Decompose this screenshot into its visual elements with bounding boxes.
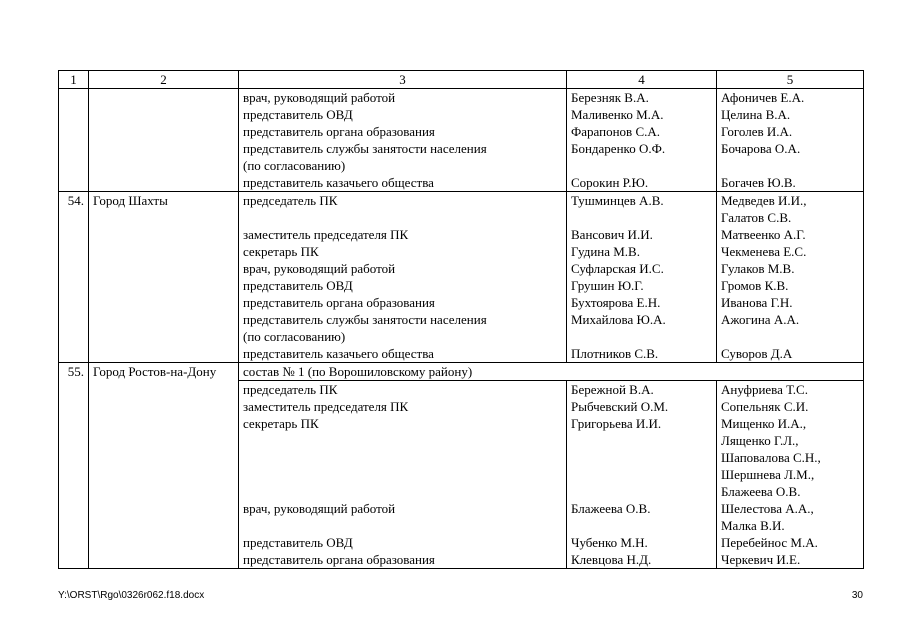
member-list [567, 381, 717, 569]
role-list-line: представитель органа образования [243, 552, 435, 567]
role-list-line: представитель органа образования [243, 124, 435, 139]
header-col-2: 2 [89, 71, 239, 89]
role-list [239, 89, 567, 192]
substitute-list-line: Иванова Г.Н. [721, 295, 793, 310]
role-list-line [243, 483, 562, 500]
city-name: Город Шахты [89, 192, 239, 363]
role-list-line: председатель ПК [243, 382, 338, 397]
substitute-list-line: Лященко Г.Л., [721, 433, 799, 448]
substitute-list-line: Гулаков М.В. [721, 261, 795, 276]
substitute-list-line: Ануфриева Т.С. [721, 382, 808, 397]
page-number: 30 [851, 590, 863, 601]
member-list-line: Сорокин Р.Ю. [571, 175, 649, 190]
member-list-line: Михайлова Ю.А. [571, 312, 666, 327]
substitute-list-line: Шершнева Л.М., [721, 467, 815, 482]
role-list-line: представитель казачьего общества [243, 175, 434, 190]
substitute-list-line: Галатов С.В. [721, 210, 792, 225]
substitute-list-line: Громов К.В. [721, 278, 789, 293]
document-table [58, 70, 864, 569]
city-name-cont [89, 381, 239, 569]
role-list-line: председатель ПК [243, 193, 338, 208]
table-row [59, 381, 864, 569]
table-header-row [59, 71, 864, 89]
member-list [567, 192, 717, 363]
substitute-list-line: Матвеенко А.Г. [721, 227, 806, 242]
header-col-1: 1 [59, 71, 89, 89]
substitute-list-line: Малка В.И. [721, 518, 785, 533]
substitute-list [717, 381, 864, 569]
substitute-list-line: Бочарова О.А. [721, 141, 801, 156]
footer-file-path: Y:\ORST\Rgo\0326r062.f18.docx [58, 590, 205, 601]
substitute-list-line: Перебейнос М.А. [721, 535, 818, 550]
role-list-line: секретарь ПК [243, 244, 319, 259]
substitute-list-line: Сопельняк С.И. [721, 399, 809, 414]
city-name: Город Ростов-на-Дону [89, 363, 239, 381]
row-number-cont [59, 381, 89, 569]
composition-subheader: состав № 1 (по Ворошиловскому району) [239, 363, 864, 381]
row-number: 55. [59, 363, 89, 381]
role-list-line [243, 449, 562, 466]
header-col-3: 3 [239, 71, 567, 89]
role-list-line: представитель ОВД [243, 107, 353, 122]
member-list-line: Гудина М.В. [571, 244, 640, 259]
substitute-list-line: Черкевич И.Е. [721, 552, 801, 567]
substitute-list-line: Чекменева Е.С. [721, 244, 807, 259]
member-list-line: Чубенко М.Н. [571, 535, 648, 550]
row-number [59, 89, 89, 192]
member-list-line [571, 328, 712, 345]
role-list-line: (по согласованию) [243, 158, 346, 173]
substitute-list [717, 89, 864, 192]
role-list-line [243, 209, 562, 226]
substitute-list-line: Гоголев И.А. [721, 124, 793, 139]
substitute-list-line: Блажеева О.В. [721, 484, 801, 499]
role-list-line [243, 432, 562, 449]
role-list-line [243, 517, 562, 534]
role-list-line: (по согласованию) [243, 329, 346, 344]
member-list-line: Плотников С.В. [571, 346, 659, 361]
member-list-line: Клевцова Н.Д. [571, 552, 652, 567]
member-list-line: Грушин Ю.Г. [571, 278, 644, 293]
member-list-line: Григорьева И.И. [571, 416, 662, 431]
member-list-line [571, 157, 712, 174]
city-name [89, 89, 239, 192]
member-list-line: Блажеева О.В. [571, 501, 651, 516]
role-list-line: врач, руководящий работой [243, 90, 396, 105]
role-list-line: секретарь ПК [243, 416, 319, 431]
member-list-line: Суфларская И.С. [571, 261, 664, 276]
substitute-list [717, 192, 864, 363]
member-list-line [571, 449, 712, 466]
role-list-line: врач, руководящий работой [243, 261, 396, 276]
member-list-line: Маливенко М.А. [571, 107, 664, 122]
role-list-line [243, 466, 562, 483]
member-list-line: Бухтоярова Е.Н. [571, 295, 661, 310]
table-body [59, 89, 864, 569]
role-list-line: заместитель председателя ПК [243, 227, 409, 242]
role-list-line: представитель ОВД [243, 535, 353, 550]
role-list [239, 381, 567, 569]
role-list-line: врач, руководящий работой [243, 501, 396, 516]
role-list-line: представитель органа образования [243, 295, 435, 310]
member-list [567, 89, 717, 192]
substitute-list-line: Медведев И.И., [721, 193, 807, 208]
member-list-line: Тушминцев А.В. [571, 193, 664, 208]
header-col-4: 4 [567, 71, 717, 89]
substitute-list-line [721, 328, 859, 345]
member-list-line [571, 466, 712, 483]
role-list-line: представитель казачьего общества [243, 346, 434, 361]
substitute-list-line: Шелестова А.А., [721, 501, 814, 516]
member-list-line [571, 517, 712, 534]
table-row [59, 89, 864, 192]
substitute-list-line: Богачев Ю.В. [721, 175, 796, 190]
substitute-list-line: Целина В.А. [721, 107, 791, 122]
member-list-line: Бережной В.А. [571, 382, 654, 397]
member-list-line: Березняк В.А. [571, 90, 649, 105]
row-number: 54. [59, 192, 89, 363]
substitute-list-line: Мищенко И.А., [721, 416, 807, 431]
table-row [59, 363, 864, 381]
table-row [59, 192, 864, 363]
member-list-line: Рыбчевский О.М. [571, 399, 669, 414]
member-list-line: Бондаренко О.Ф. [571, 141, 666, 156]
substitute-list-line: Афоничев Е.А. [721, 90, 805, 105]
substitute-list-line: Шаповалова С.Н., [721, 450, 821, 465]
header-col-5: 5 [717, 71, 864, 89]
role-list [239, 192, 567, 363]
role-list-line: заместитель председателя ПК [243, 399, 409, 414]
substitute-list-line [721, 157, 859, 174]
member-list-line [571, 432, 712, 449]
substitute-list-line: Суворов Д.А [721, 346, 793, 361]
substitute-list-line: Ажогина А.А. [721, 312, 800, 327]
member-list-line [571, 483, 712, 500]
role-list-line: представитель службы занятости населения [243, 312, 487, 327]
member-list-line: Фарапонов С.А. [571, 124, 661, 139]
role-list-line: представитель службы занятости населения [243, 141, 487, 156]
member-list-line [571, 209, 712, 226]
member-list-line: Вансович И.И. [571, 227, 653, 242]
role-list-line: представитель ОВД [243, 278, 353, 293]
